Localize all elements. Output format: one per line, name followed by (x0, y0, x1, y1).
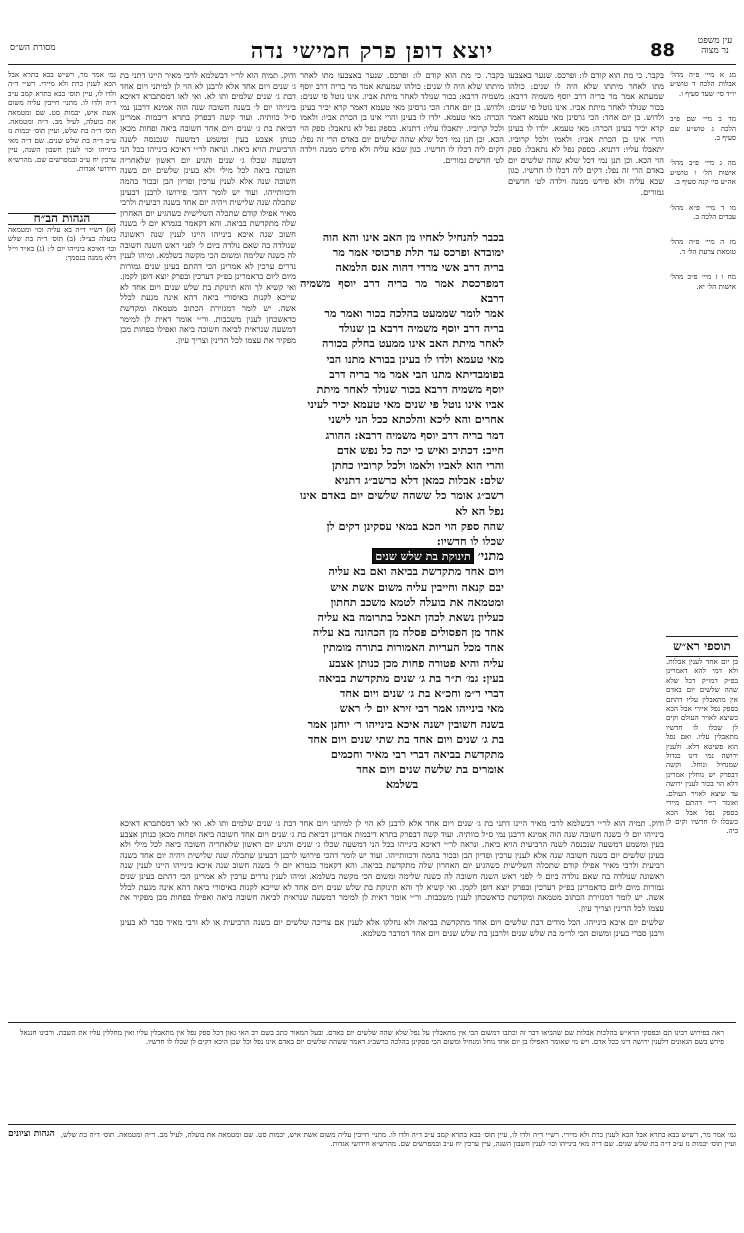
tosafot-rosh-text: בן יום אחד לענין אבלות. ולא דמי להא דאמרינן בפ״ק דמו״ק דכל שלא שהה שלשים יום באדם אין מתאבלין עליו דהתם בספק נפל איירי אבל הכא כשיצא לאויר העולם וקים לן שכלו לו חדשיו מתאבלין עליו. ואם נפל הוא פשיטא דלא. ולענין ירושה נמי דינו כגדול שמנחיל ונוחל. וקשה דבפרק יש נוחלין אמרינן דלא הוי בכור לענין ירושה עד שיצא לאויר העולם. ואומר ר״י דהתם מיירי בספק נפל אבל הכא כשכלו לו חדשיו וקים לן ביה. (666, 657, 738, 836)
gemara-line: מאי טעמא ולדו לו בעינן בבורא מתנו הבי (326, 351, 504, 366)
hagahot-habach-label: הגהות הב״ח (8, 213, 116, 224)
gemara-line: דמפרכסת אמר מר בריה דרב יוסף משמיה דרבא (300, 275, 504, 305)
gemara-line: מתקדשת בביאה דברי רבי מאיר וחכמים (330, 746, 504, 761)
gemara-line: שלם: אבלות כמאן דלא כרשב״ג דתניא (334, 473, 504, 488)
footer-rule (8, 1022, 736, 1023)
gemara-line: אחד מן הפסולים פסלה מן הכהונה בא עליה (312, 625, 504, 640)
hagahot-text: גמ׳ אמר מר, רש״ש בבא בתרא אבל הכא לענין כרת ולא מיירי. רש״י ד״ה ולדו לו, עיין תוס׳ בבא בתרא קמב ע״ב ד״ה ולדו לו. מתני׳ חייבין עליה משום אשת איש, יבמות סט. שם ומטמאה את בועלה, לעיל מב. ד״ה ומטמאה. תוס׳ ד״ה בת שלש, ועיין תוס׳ יבמות נז ע״ב ד״ה בת שלש שנים. שם ד״ה מאי בינייהו וכו׳ לענין חשבון השנה, עיין ערכין יח ע״ב ובמפרשים שם. מהרש״א חידושי אגדות. (8, 70, 116, 174)
mishnah-highlight: תינוקת בת שלש שנים (372, 548, 474, 564)
tosafot-column (120, 70, 296, 810)
rashi-text: בקבר. כי מת הוא קודם לו: ופרכס. שנער באצבעו מתו לאחר מיתתו שלא היה לו שנים: כולהו שמעתא אמר מר בריה דרב יוסף משמיה דרבא: בכור שנולד לאחר מיתת אביו. אינו נוטל פי שנים: ולדוש. בן יום אחד: הכי גרסינן מאי טעמא דאמר קרא יכיר בעינן הכרה: מאי טעמא. ילדו לו בעינן והרי אינו בן הכרת אביו: ולאמו ולכל קרוביו. יתאבלו עליו: דתניא. בספק נפל לא נתאבל: ספק הוי הכא. וכן תנן נמי דכל שלא שהה שלשים יום באדם הרי זה נפל: דקים ליה דכלו לו חדשיו. כגון שבא עליה ולא פירש ממנה וילדה לט׳ חדשים גמורים. (508, 70, 664, 197)
mishnah-start (300, 549, 504, 564)
hagahot-vetziyunim-text: גמ׳ אמר מר, רש״ש בבא בתרא אבל הכא לענין כרת ולא מיירי. רש״י ד״ה ולדו לו, עיין תוס׳ בבא בתרא קמב ע״ב ד״ה ולדו לו. מתני׳ חייבין עליה משום אשת איש, יבמות סט. שם ומטמאה את בועלה, לעיל מב. ד״ה ומטמאה. תוס׳ ד״ה בת שלש, ועיין תוס׳ יבמות נז ע״ב ד״ה בת שלש שנים. שם ד״ה מאי בינייהו וכו׳ לענין חשבון השנה, עיין ערכין יח ע״ב ובמפרשים שם. מהרש״א חידושי אגדות. (60, 1130, 736, 1149)
tosafot-rosh-title: תוספי רא״ש (666, 636, 738, 657)
gemara-line: יוסף משמיה דרבא בכור שנולד לאחר מיתת (316, 382, 504, 397)
ein-mishpat-entry: מו ד מיי׳ פ״א מהל׳ עבדים הלכה ב. (670, 202, 736, 222)
gemara-line: אומרים בת שלשה שנים ויום אחד (356, 762, 504, 777)
gemara-line: בפומבדיתא מתנו הבי אמר מר בריה דרב (329, 366, 504, 381)
hagahot-vetziyunim-label: הגהות וציונים (8, 1130, 55, 1139)
gemara-line: חייב: דכתיב ואיש כי יכה כל נפש אדם (336, 442, 504, 457)
ein-mishpat-entry: מח ו ז מיי׳ פ״ב מהל׳ אישות הל׳ יא. (670, 272, 736, 291)
footnote-block (20, 1028, 724, 1118)
gemara-line: שהה ספק הוי הכא במאי עסקינן דקים לן (326, 518, 504, 533)
gemara-line: בריה דרב אשי מרדי דהוה אנס הלמאה (335, 260, 504, 275)
hagahot-vetziyunim-block (8, 1130, 736, 1190)
gemara-line: דברי ר״מ וחכ״א בת ג׳ שנים ויום אחד (339, 686, 504, 701)
rashi-continuation: בקבר. כי מת הוא קודם לו: ופרכס. שנער באצבעו מתו לאחר מיתתו שלא היה לו שנים: כולהו שמעתא אמר מר בריה דרב יוסף משמיה דרבא: בכור שנולד לאחר מיתת אביו. אינו נוטל פי שנים: ולדוש. בן יום אחד: הכי גרסינן מאי טעמא דאמר קרא יכיר בעינן הכרה: מאי טעמא. ילדו לו בעינן והרי אינו בן הכרת אביו: ולאמו ולכל קרוביו. יתאבלו עליו: דתניא. בספק נפל לא נתאבל: ספק הוי הכא. וכן תנן נמי דכל שלא שהה שלשים יום באדם הרי זה נפל: דקים ליה דכלו לו חדשיו. כגון שבא עליה ולא פירש ממנה וילדה לט׳ חדשים גמורים. (300, 70, 504, 165)
gemara-line: כעליון נשאת לכהן תאכל בתרומה בא עליה (317, 610, 504, 625)
footer-rule-2 (8, 1124, 736, 1125)
rashi-top-block (300, 70, 504, 224)
gemara-line: והרי הוא לאביו ולאמו ולכל קרוביו כחתן (331, 458, 504, 473)
hagahot-habach-text: (א) רש״י ד״ה בא עליה וכו׳ ומטמאה בועלה כצ״ל: (ב) תוס׳ ד״ה בת שלש וכו׳ דאיכא בינייהו יום ל׳: (ג) בא״ד וי״ל דלא ממנה בנסמך: (8, 224, 116, 263)
gemara-continuation: שלשים יום איכא בינייהו. הכל מודים דבת שלשים ויום אחד מתקדשת בביאה ולא נחלקו אלא לענין אם צריכה שלשים יום בשנה הרביעית או לא ורבי מאיר סבר לא בעינן ורבנן סברי בעינן ומשום הכי לר״מ בת שלש שנים ולרבנן בת שלש שנים ויום אחד דמדבר בשלמא. (120, 917, 664, 938)
gemara-line: בשלמא (385, 777, 419, 790)
gemara-line: בשנה חשובין ישנה איכא בינייהו ר׳ יוחנן אמר (307, 716, 504, 731)
tosafot-text: ודוק. תמיה הוא לר״י דבשלמא לרבי מאיר היינו דתני בת ג׳ שנים ויום אחד אלא לרבנן לא הוי לן למיתני ויום אחד דבת ג׳ שנים שלמים ותו לא. ואי לאו דמסתברא דאיכא בינייהו יום ל׳ בשנה חשובה שנה הוה אמינא דרבנן נמי ס״ל כוותיה. ועוד קשה דבפרק בתרא דיבמות אמרינן דביאת בת ג׳ שנים ויום אחד חשובה ביאה ופחות מכאן כנותן אצבע בעין ומשמע דמשעה שנכנסה לשנה הרביעית הויא ביאה. ונראה לר״י דאיכא בינייהו בכל הני דמשעה שכלו ג׳ שנים והגיע יום ראשון שלאחריה חשובה ביאה לכל מילי ולא בעינן שלשים יום בשנה חשובה שנה אלא לענין ערכין ופדיון הבן ובכור בהמה ודכוותייהו. ועוד יש לומר דהכי פירושו לרבנן דבעינן שתכלה שנה שלישית ויהיה יום אחד בשנה רביעית ולרבי מאיר אפילו קודם שתכלה השלישית כשהגיע יום האחרון שלה מתקדשת בביאה. והא דקאמר בגמרא יום ל׳ בשנה חשוב שנה איכא בינייהו היינו לענין שנה ראשונה שנולדה בה שאם נולדה ביום ל׳ לפני ראש השנה חשובה לה כשנה שלימה ומשום הכי מקשה בשלמא. ומיהו לענין נדרים ערכין לא אמרינן הכי דהתם בעינן שנים גמורות מיום ליום כדאמרינן בפ״ק דערכין ובפרק יוצא דופן לקמן. ואי קשיא לך והא תינוקת בת שלש שנים ויום אחד לא שייכא לקנות באיסורי ביאה דהא אינה מגעת לכלל אשה. יש לומר דמגזירת הכתוב מטמאה ומקדשת כדאשכחן לענין משכבות. ור״י אומר דאית לן למימר דמשעה שנראית לביאה חשובה ביאה ואפילו בפחות מכן מפקיר את עצמו לכל הדינין וצריך עיון. (120, 70, 296, 345)
gemara-continuation-block (120, 818, 664, 1014)
ein-mishpat-label: עין משפט נר מצוה (697, 36, 733, 56)
ein-mishpat-entry: מג א מיי׳ פ״ה מהל׳ אבלות הלכה ד טוש״ע יו״ד סי׳ שעד סעיף ו. (670, 70, 736, 98)
gemara-line: עליה והיא פטורה פחות מכן כנותן אצבע (328, 655, 504, 670)
gemara-column (300, 230, 504, 790)
gemara-line: ומטמאה את בועלה לטמא משכב תחתון (330, 594, 504, 609)
header-rule (8, 64, 736, 65)
gemara-line: לאחר מיתת האב אינו ממעט בחלק בכורה (322, 336, 504, 351)
ein-mishpat-entry: מה ג מיי׳ פ״ב מהל׳ אישות הל׳ ו טוש״ע אה״ע סי׳ קנה סעיף ב. (670, 158, 736, 187)
gemara-line: אחרים והא ליכא והלכתא ככל הני לישני (328, 412, 504, 427)
gemara-line: אחד מכל העריות האמורות בתורה מומתין (323, 640, 504, 655)
gemara-line: בעין: גמ׳ ת״ר בת ג׳ שנים מתקדשת בביאה (318, 670, 504, 685)
masoret-hashas-label: מסורת הש״ס (10, 43, 56, 53)
header (0, 0, 744, 62)
masoret-hashas-column (8, 70, 116, 830)
rashi-column (508, 70, 664, 630)
gemara-line: ויום אחד מתקדשת בביאה ואם בא עליה (328, 564, 504, 579)
gemara-line: שכלו לו חדשיו: (436, 534, 504, 549)
mishnah-label: מתני׳ (477, 549, 504, 565)
gemara-line: ימובדא ופרכס עד תלת פרכוסי אמר מר (332, 245, 504, 260)
ein-mishpat-column (670, 70, 736, 630)
page-number: 88 (650, 40, 676, 61)
page-title: יוצא דופן פרק חמישי נדה (250, 38, 494, 64)
gemara-line: אמר לומר שממעט בהלכה בכור ואמר מר (324, 306, 504, 321)
gemara-line: רשב״ג אומר כל ששהה שלשים יום באדם אינו נפל הא לא (300, 488, 504, 518)
ein-mishpat-entry: מד ב מיי׳ שם פ״ב הלכה ג טוש״ע שם סעיף ב. (670, 114, 736, 143)
gemara-line: בכבר להנחיל לאחיו מן האב אינו והא הוה (322, 230, 504, 244)
tosafot-continuation: ודוק. תמיה הוא לר״י דבשלמא לרבי מאיר היינו דתני בת ג׳ שנים ויום אחד אלא לרבנן לא הוי לן למיתני ויום אחד דבת ג׳ שנים שלמים ותו לא. ואי לאו דמסתברא דאיכא בינייהו יום ל׳ בשנה חשובה שנה הוה אמינא דרבנן נמי ס״ל כוותיה. ועוד קשה דבפרק בתרא דיבמות אמרינן דביאת בת ג׳ שנים ויום אחד חשובה ביאה ופחות מכאן כנותן אצבע בעין ומשמע דמשעה שנכנסה לשנה הרביעית הויא ביאה. ונראה לר״י דאיכא בינייהו בכל הני דמשעה שכלו ג׳ שנים והגיע יום ראשון שלאחריה חשובה ביאה לכל מילי ולא בעינן שלשים יום בשנה חשובה שנה אלא לענין ערכין ופדיון הבן ובכור בהמה ודכוותייהו. ועוד יש לומר דהכי פירושו לרבנן דבעינן שתכלה שנה שלישית ויהיה יום אחד בשנה רביעית ולרבי מאיר אפילו קודם שתכלה השלישית כשהגיע יום האחרון שלה מתקדשת בביאה. והא דקאמר בגמרא יום ל׳ בשנה חשוב שנה איכא בינייהו היינו לענין שנה ראשונה שנולדה בה שאם נולדה ביום ל׳ לפני ראש השנה חשובה לה כשנה שלימה ומשום הכי מקשה בשלמא. ומיהו לענין נדרים ערכין לא אמרינן הכי דהתם בעינן שנים גמורות מיום ליום כדאמרינן בפ״ק דערכין ובפרק יוצא דופן לקמן. ואי קשיא לך והא תינוקת בת שלש שנים ויום אחד לא שייכא לקנות באיסורי ביאה דהא אינה מגעת לכלל אשה. יש לומר דמגזירת הכתוב מטמאה ומקדשת כדאשכחן לענין משכבות. ור״י אומר דאית לן למימר דמשעה שנראית לביאה חשובה ביאה ואפילו בפחות מכן מפקיר את עצמו לכל הדינין וצריך עיון. (120, 818, 664, 913)
gemara-line: בריה דרב יוסף משמיה דרבא בן שנולד (338, 321, 504, 336)
gemara-line: אביו אינו נוטל פי שנים מאי טעמא יכיר לעיני (307, 397, 504, 412)
gemara-line: בת ג׳ שנים ויום אחד בת שתי שנים ויום אחד (307, 731, 504, 746)
gemara-line: יבם קנאה וחייבין עליה משום אשת איש (330, 579, 504, 594)
tosafot-rosh-box (666, 636, 738, 1016)
footnote-upper: ראה בפירוש רבינו תם ובפסקי הרא״ש בהלכות אבלות שם שהביאו דבר זה וכתבו דמשום הכי אין מתאבלין על נפל שלא שהה שלשים יום באדם. ובעל המאור כתב בשם רב האי גאון דכל ספק נפל אין מתאבלין עליו ואין מחללין עליו את השבת. ורבינו חננאל פירש בשם הגאונים דלענין ירושה דינו ככל אדם. ויש מי שאומר דאפילו בן יום אחד נוחל ומנחיל ומשום הכי פסקינן בהלכה כרשב״ג דאמר ששהה שלשים יום באדם אינו נפל וכל שכן היכא דקים לן שכלו לו חדשיו. (20, 1028, 724, 1047)
gemara-line: דמר בריה דרב יוסף משמיה דרבא: ההורג (325, 427, 504, 442)
gemara-line: מאי בינייהו אמר רבי זירא יום ל׳ ראש (339, 701, 504, 716)
ein-mishpat-entry: מז ה מיי׳ פ״ה מהל׳ טומאת צרעת הל׳ ד. (670, 237, 736, 256)
